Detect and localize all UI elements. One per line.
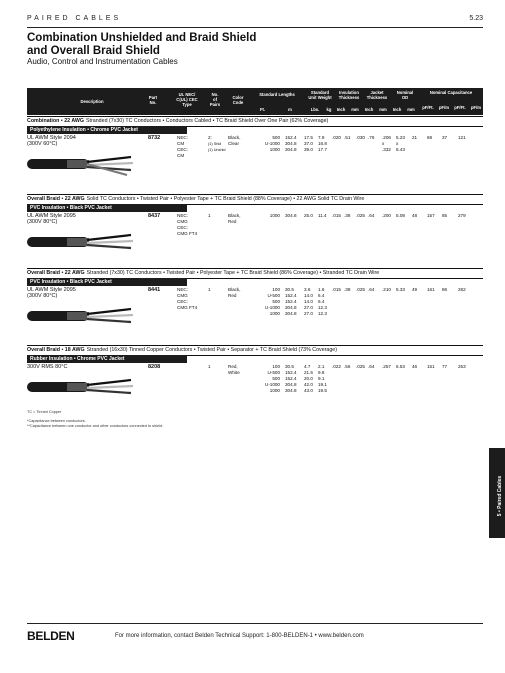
length-m: 152.4 — [285, 376, 297, 381]
ins-mm: .38 — [344, 287, 351, 292]
col-cap-4: pF/m — [470, 105, 481, 110]
capacitance-value: 282 — [458, 287, 466, 292]
section-bullet: • — [59, 347, 65, 353]
col-jt-inch: Inch — [364, 107, 374, 112]
col-nominal-od: Nominal OD — [396, 90, 414, 100]
capacitance-value: 157 — [427, 213, 435, 218]
nec-type: CMG — [177, 293, 188, 298]
nec-type: NEC: — [177, 213, 188, 218]
weight-kg: 6.4 — [318, 299, 325, 304]
col-pairs: No. of Pairs — [209, 92, 221, 107]
section-spec: Stranded (16x30) Tinned Copper Conductors • Twisted Pair • Separator + TC Braid Shield (73% Coverage) — [86, 347, 338, 353]
col-std-lengths: Standard Lengths — [259, 92, 295, 97]
capacitance-value: 46 — [412, 364, 418, 369]
od-mm: 8.43 — [396, 147, 405, 152]
col-unit-weight: Standard Unit Weight — [308, 90, 332, 100]
weight-lbs: 4.7 — [304, 364, 311, 369]
length-m: 304.8 — [285, 382, 297, 387]
od-mm: 6.53 — [396, 364, 405, 369]
capacitance-value: 37 — [442, 135, 448, 140]
ins-mm: .56 — [344, 364, 351, 369]
section-awg: 18 AWG — [64, 347, 85, 353]
cable-description: UL AWM Style 2095 — [27, 213, 76, 219]
capacitance-value: 77 — [442, 364, 448, 369]
capacitance-value: 161 — [427, 287, 435, 292]
part-number: 8732 — [148, 135, 161, 141]
capacitance-value: 279 — [458, 213, 466, 218]
length-ft: 1000 — [269, 311, 280, 316]
length-ft: 500 — [272, 135, 280, 140]
section-awg: 22 AWG — [64, 118, 85, 124]
length-m: 30.5 — [285, 287, 294, 292]
col-lbs: Lbs. — [310, 107, 320, 112]
color-code: White — [228, 370, 240, 375]
length-m: 152.4 — [285, 135, 297, 140]
cable-illustration — [27, 374, 137, 400]
weight-kg: 9.1 — [318, 376, 325, 381]
col-ins-thickness: Insulation Thickness — [338, 90, 360, 100]
od-inch: .332 — [382, 147, 391, 152]
section-spec: Stranded (7x30) TC Conductors • Twisted Pair • Polyester Tape + TC Braid Shield (86% Coverage) • Stranded TC Drain Wire — [86, 270, 380, 276]
color-code: Red — [228, 293, 237, 298]
cable-description: (300V 80°C) — [27, 219, 58, 225]
od-inch: .200 — [382, 213, 391, 218]
section-bullet: • — [59, 270, 65, 276]
jacket-mm: .64 — [368, 364, 375, 369]
length-ft: U-1000 — [264, 382, 280, 387]
insulation-bar: PVC Insulation • Black PVC Jacket — [27, 204, 187, 212]
section-bullet: • — [59, 196, 65, 202]
length-m: 304.8 — [285, 141, 297, 146]
od-mm: x — [396, 141, 399, 146]
weight-lbs: 17.5 — [304, 135, 313, 140]
cable-description: UL AWM Style 2095 — [27, 287, 76, 293]
jacket-inch: .025 — [356, 364, 365, 369]
pair-count: (1) Shld — [208, 142, 222, 146]
cable-description: 300V RMS 80°C — [27, 364, 68, 370]
note-tc: TC = Tinned Copper — [27, 410, 62, 414]
weight-kg: 12.3 — [318, 305, 327, 310]
capacitance-value: 253 — [458, 364, 466, 369]
col-cap-3: pF/Ft. — [454, 105, 466, 110]
title-line-1: Combination Unshielded and Braid Shield — [27, 32, 257, 44]
od-inch: .257 — [382, 364, 391, 369]
weight-kg: 19.1 — [318, 382, 327, 387]
col-cap-2: pF/m — [438, 105, 449, 110]
jacket-inch: .025 — [356, 213, 365, 218]
footer-divider — [27, 623, 483, 624]
pair-count: 2: — [208, 135, 212, 140]
length-ft: 500 — [272, 376, 280, 381]
weight-kg: 11.4 — [318, 213, 327, 218]
section-lead: Combination — [27, 118, 60, 124]
category-label: PAIRED CABLES — [27, 15, 122, 22]
ins-inch: .015 — [332, 287, 341, 292]
od-inch: .206 — [382, 135, 391, 140]
length-ft: 1000 — [269, 147, 280, 152]
weight-lbs: 37.0 — [304, 141, 313, 146]
od-inch: .210 — [382, 287, 391, 292]
weight-kg: 12.3 — [318, 311, 327, 316]
ins-mm: .38 — [344, 213, 351, 218]
capacitance-value: 85 — [442, 213, 448, 218]
color-code: Black, — [228, 213, 241, 218]
table-header — [27, 88, 483, 115]
capacitance-value: 86 — [442, 287, 448, 292]
part-number: 8441 — [148, 287, 161, 293]
jacket-inch: .025 — [356, 287, 365, 292]
length-m: 152.4 — [285, 299, 297, 304]
weight-lbs: 3.6 — [304, 287, 311, 292]
col-jacket-thickness: Jacket Thickness — [366, 90, 388, 100]
col-capacitance: Nominal Capacitance — [429, 90, 473, 95]
ins-mm: .51 — [344, 135, 351, 140]
section-bullet: • — [59, 118, 65, 124]
col-od-inch: Inch — [392, 107, 402, 112]
capacitance-value: 121 — [458, 135, 466, 140]
weight-kg: 17.7 — [318, 147, 327, 152]
section-awg: 22 AWG — [64, 196, 85, 202]
col-ins-mm: mm — [351, 107, 359, 112]
col-jt-mm: mm — [379, 107, 387, 112]
cable-illustration — [27, 229, 137, 255]
nec-type: NEC: — [177, 135, 188, 140]
length-m: 304.8 — [285, 305, 297, 310]
nec-type: CM — [177, 141, 185, 146]
nec-type: CEC: — [177, 299, 188, 304]
length-ft: 100 — [272, 287, 280, 292]
insulation-bar: PVC Insulation • Black PVC Jacket — [27, 278, 187, 286]
jacket-mm: .64 — [368, 287, 375, 292]
ins-inch: .015 — [332, 213, 341, 218]
nec-type: CMG — [177, 219, 188, 224]
color-code: Black, — [228, 287, 241, 292]
length-ft: 1000 — [269, 388, 280, 393]
page-subtitle: Audio, Control and Instrumentation Cables — [27, 57, 178, 66]
pair-count: (1) Unshld — [208, 148, 226, 152]
insulation-bar: Polyethylene Insulation • Chrome PVC Jacket — [27, 126, 187, 134]
od-mm: 5.23 — [396, 135, 405, 140]
weight-lbs: 14.0 — [304, 293, 313, 298]
color-code: Red, — [228, 364, 238, 369]
section-lead: Overall Braid — [27, 196, 60, 202]
length-ft: 1000 — [269, 213, 280, 218]
title-line-2: and Overall Braid Shield — [27, 44, 160, 57]
weight-lbs: 25.0 — [304, 213, 313, 218]
length-m: 304.8 — [285, 311, 297, 316]
header-divider — [27, 27, 483, 28]
color-code: Clear — [228, 141, 239, 146]
length-m: 304.8 — [285, 388, 297, 393]
page-title — [27, 32, 357, 57]
section-awg: 22 AWG — [64, 270, 85, 276]
weight-kg: 7.9 — [318, 135, 325, 140]
capacitance-value: 21 — [412, 135, 418, 140]
color-code: Black, — [228, 135, 241, 140]
ins-inch: .022 — [332, 364, 341, 369]
col-m: m — [288, 107, 292, 112]
jacket-mm: .64 — [368, 213, 375, 218]
capacitance-value: 151 — [427, 364, 435, 369]
jacket-mm: .76 — [368, 135, 375, 140]
contact-line: For more information, contact Belden Technical Support: 1-800-BELDEN-1 • www.belden.com — [115, 633, 364, 639]
weight-kg: 9.8 — [318, 370, 325, 375]
weight-lbs: 20.0 — [304, 376, 313, 381]
note-capacitance-2: **Capacitance between one conductor and other conductors connected to shield. — [27, 424, 164, 428]
col-part-no: Part No. — [148, 95, 158, 105]
od-inch: x — [382, 141, 385, 146]
belden-logo: BELDEN — [27, 629, 75, 643]
part-number: 8208 — [148, 364, 161, 370]
section-lead: Overall Braid — [27, 347, 60, 353]
color-code: Red — [228, 219, 237, 224]
col-kg: kg — [326, 107, 332, 112]
pair-count: 1 — [208, 364, 211, 369]
weight-kg: 6.4 — [318, 293, 325, 298]
length-ft: U-500 — [267, 293, 280, 298]
capacitance-value: 49 — [412, 287, 418, 292]
od-mm: 5.08 — [396, 213, 405, 218]
pair-count: 1 — [208, 287, 211, 292]
weight-lbs: 27.0 — [304, 305, 313, 310]
jacket-inch: .030 — [356, 135, 365, 140]
weight-lbs: 27.0 — [304, 311, 313, 316]
cable-description: (300V 60°C) — [27, 141, 58, 147]
nec-type: CMG FT4 — [177, 231, 198, 236]
col-cap-1: pF/Ft. — [422, 105, 434, 110]
cable-illustration — [27, 151, 137, 177]
note-capacitance-1: *Capacitance between conductors. — [27, 419, 86, 423]
capacitance-value: 69 — [427, 135, 433, 140]
nec-type: CEC: — [177, 147, 188, 152]
length-m: 304.8 — [285, 147, 297, 152]
nec-type: NEC: — [177, 287, 188, 292]
capacitance-value: 48 — [412, 213, 418, 218]
cable-description: UL AWM Style 2094 — [27, 135, 76, 141]
nec-type: CMG FT4 — [177, 305, 198, 310]
length-ft: 100 — [272, 364, 280, 369]
length-m: 30.5 — [285, 364, 294, 369]
section-spec: Solid TC Conductors • Twisted Pair • Polyester Tape + TC Braid Shield (88% Coverage) • 22 AWG Solid TC Drain Wire — [86, 196, 365, 202]
weight-kg: 1.6 — [318, 287, 325, 292]
length-ft: U-500 — [267, 370, 280, 375]
col-description: Description — [80, 99, 104, 104]
col-color-code: Color Code — [232, 95, 244, 105]
cable-description: (300V 80°C) — [27, 293, 58, 299]
weight-kg: 16.8 — [318, 141, 327, 146]
length-m: 152.4 — [285, 370, 297, 375]
weight-lbs: 21.5 — [304, 370, 313, 375]
col-ins-inch: Inch — [336, 107, 346, 112]
weight-lbs: 42.0 — [304, 382, 313, 387]
length-m: 304.8 — [285, 213, 297, 218]
length-m: 152.4 — [285, 293, 297, 298]
section-tab-label: 5 • Paired Cables — [497, 475, 503, 517]
weight-kg: 2.1 — [318, 364, 325, 369]
weight-lbs: 39.0 — [304, 147, 313, 152]
section-tab[interactable] — [489, 448, 505, 538]
weight-kg: 19.5 — [318, 388, 327, 393]
length-ft: U-1000 — [264, 305, 280, 310]
page-reference: 5.23 — [469, 15, 483, 22]
col-od-mm: mm — [407, 107, 415, 112]
ins-inch: .020 — [332, 135, 341, 140]
nec-type: CEC: — [177, 225, 188, 230]
length-ft: U-1000 — [264, 141, 280, 146]
nec-type: CM — [177, 153, 185, 158]
section-lead: Overall Braid — [27, 270, 60, 276]
weight-lbs: 43.0 — [304, 388, 313, 393]
part-number: 8437 — [148, 213, 161, 219]
pair-count: 1 — [208, 213, 211, 218]
weight-lbs: 14.0 — [304, 299, 313, 304]
col-ul-nec: UL NEC/ C(UL) CEC Type — [176, 92, 198, 107]
od-mm: 5.33 — [396, 287, 405, 292]
col-ft: Ft. — [259, 107, 266, 112]
insulation-bar: Rubber Insulation • Chrome PVC Jacket — [27, 355, 187, 363]
cable-illustration — [27, 303, 137, 329]
length-ft: 500 — [272, 299, 280, 304]
section-spec: Stranded (7x30) TC Conductors • Conductors Cabled • TC Braid Shield Over One Pair (62% Coverage) — [86, 118, 329, 124]
